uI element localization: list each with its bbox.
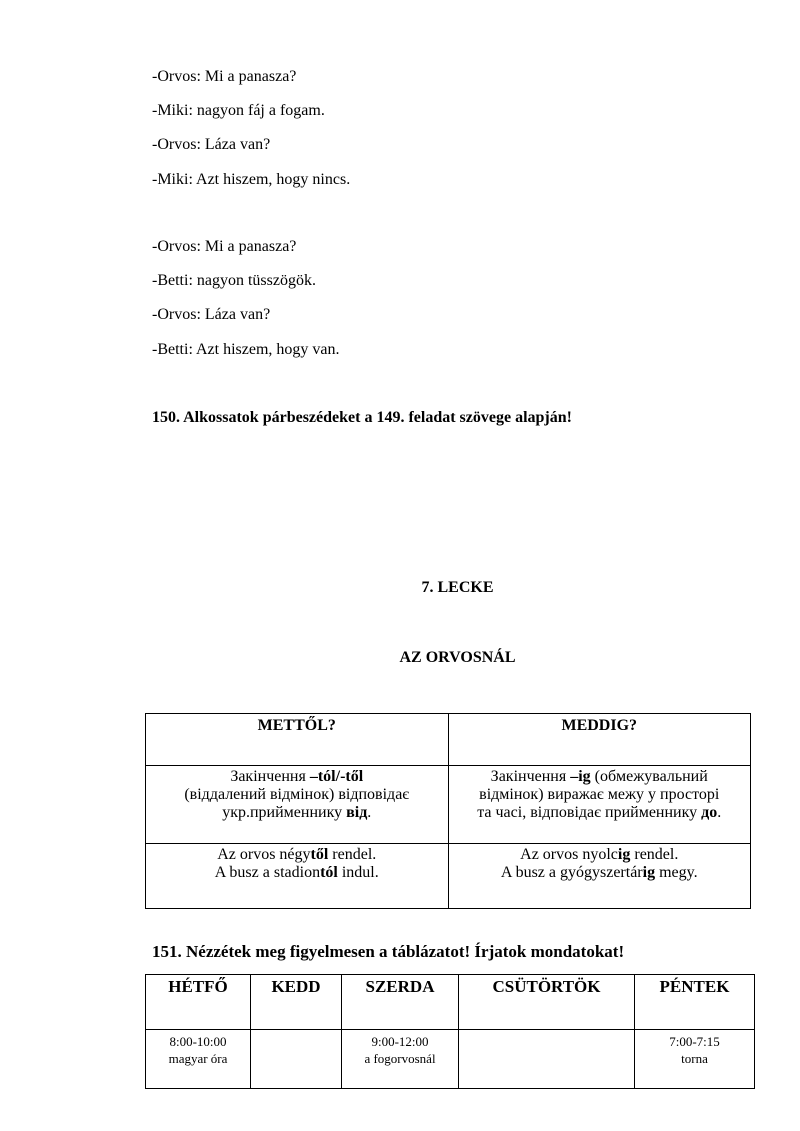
example-text: rendel. <box>630 846 679 863</box>
schedule-cell-pentek <box>635 1030 755 1089</box>
explanation-text: Закінчення <box>230 768 310 785</box>
dialogue2-line-3: -Orvos: Láza van? <box>152 306 271 323</box>
explanation-text: та часі, відповідає прийменнику <box>477 804 702 821</box>
punctuation: . <box>367 804 372 821</box>
example-suffix: tól <box>320 864 338 881</box>
schedule-table <box>145 974 755 1089</box>
explanation-text: (обмежувальний <box>590 768 708 785</box>
grammar-explanation-tol <box>146 766 449 844</box>
example-text: A busz a stadion <box>214 864 321 881</box>
schedule-time: 9:00-12:00 <box>371 1034 429 1049</box>
grammar-examples-tol <box>146 844 449 909</box>
schedule-time: 7:00-7:15 <box>669 1034 720 1049</box>
dialogue1-line-2: -Miki: nagyon fáj a fogam. <box>152 102 325 119</box>
example-text: rendel. <box>328 846 377 863</box>
grammar-table <box>145 713 751 909</box>
example-text: Az orvos négy <box>217 846 311 863</box>
dialogue1-line-4: -Miki: Azt hiszem, hogy nincs. <box>152 171 351 188</box>
grammar-examples-ig <box>448 844 751 909</box>
preposition-do: до <box>701 804 718 821</box>
explanation-text: Закінчення <box>490 768 571 785</box>
task-150-heading: 150. Alkossatok párbeszédeket a 149. feladat szövege alapján! <box>152 409 572 426</box>
lesson-title: 7. LECKE <box>421 579 494 596</box>
punctuation: . <box>717 804 722 821</box>
explanation-text: відмінок) виражає межу у просторі <box>479 786 720 803</box>
day-header-kedd: KEDD <box>251 975 342 1030</box>
example-text: indul. <box>337 864 379 881</box>
suffix-tol-tol: –tól/-től <box>309 768 364 785</box>
schedule-cell-szerda <box>342 1030 459 1089</box>
day-header-pentek: PÉNTEK <box>635 975 755 1030</box>
explanation-text: укр.прийменнику <box>222 804 347 821</box>
dialogue1-line-1: -Orvos: Mi a panasza? <box>152 68 297 85</box>
dialogue2-line-1: -Orvos: Mi a panasza? <box>152 238 297 255</box>
schedule-cell-hetfo <box>146 1030 251 1089</box>
day-header-szerda: SZERDA <box>342 975 459 1030</box>
explanation-text: (віддалений відмінок) відповідає <box>184 786 410 803</box>
example-suffix: től <box>310 846 329 863</box>
schedule-cell-csutortok <box>459 1030 635 1089</box>
example-text: Az orvos nyolc <box>520 846 618 863</box>
task-151-heading: 151. Nézzétek meg figyelmesen a táblázatot! Írjatok mondatokat! <box>152 942 625 961</box>
schedule-activity: a fogorvosnál <box>364 1051 436 1066</box>
dialogue2-line-2: -Betti: nagyon tüsszögök. <box>152 272 316 289</box>
suffix-ig: –ig <box>570 768 591 785</box>
example-suffix: ig <box>642 864 656 881</box>
schedule-time: 8:00-10:00 <box>169 1034 227 1049</box>
lesson-subtitle: AZ ORVOSNÁL <box>399 649 516 666</box>
grammar-header-meddig: MEDDIG? <box>448 714 751 766</box>
day-header-hetfo: HÉTFŐ <box>146 975 251 1030</box>
example-text: megy. <box>655 864 698 881</box>
schedule-cell-kedd <box>251 1030 342 1089</box>
schedule-activity: magyar óra <box>168 1051 228 1066</box>
example-suffix: ig <box>617 846 631 863</box>
grammar-header-mettol: METTŐL? <box>146 714 449 766</box>
dialogue2-line-4: -Betti: Azt hiszem, hogy van. <box>152 341 340 358</box>
dialogue1-line-3: -Orvos: Láza van? <box>152 136 271 153</box>
grammar-explanation-ig <box>448 766 751 844</box>
day-header-csutortok: CSÜTÖRTÖK <box>459 975 635 1030</box>
schedule-activity: torna <box>681 1051 708 1066</box>
example-text: A busz a gyógyszertár <box>500 864 643 881</box>
preposition-vid: від <box>346 804 368 821</box>
